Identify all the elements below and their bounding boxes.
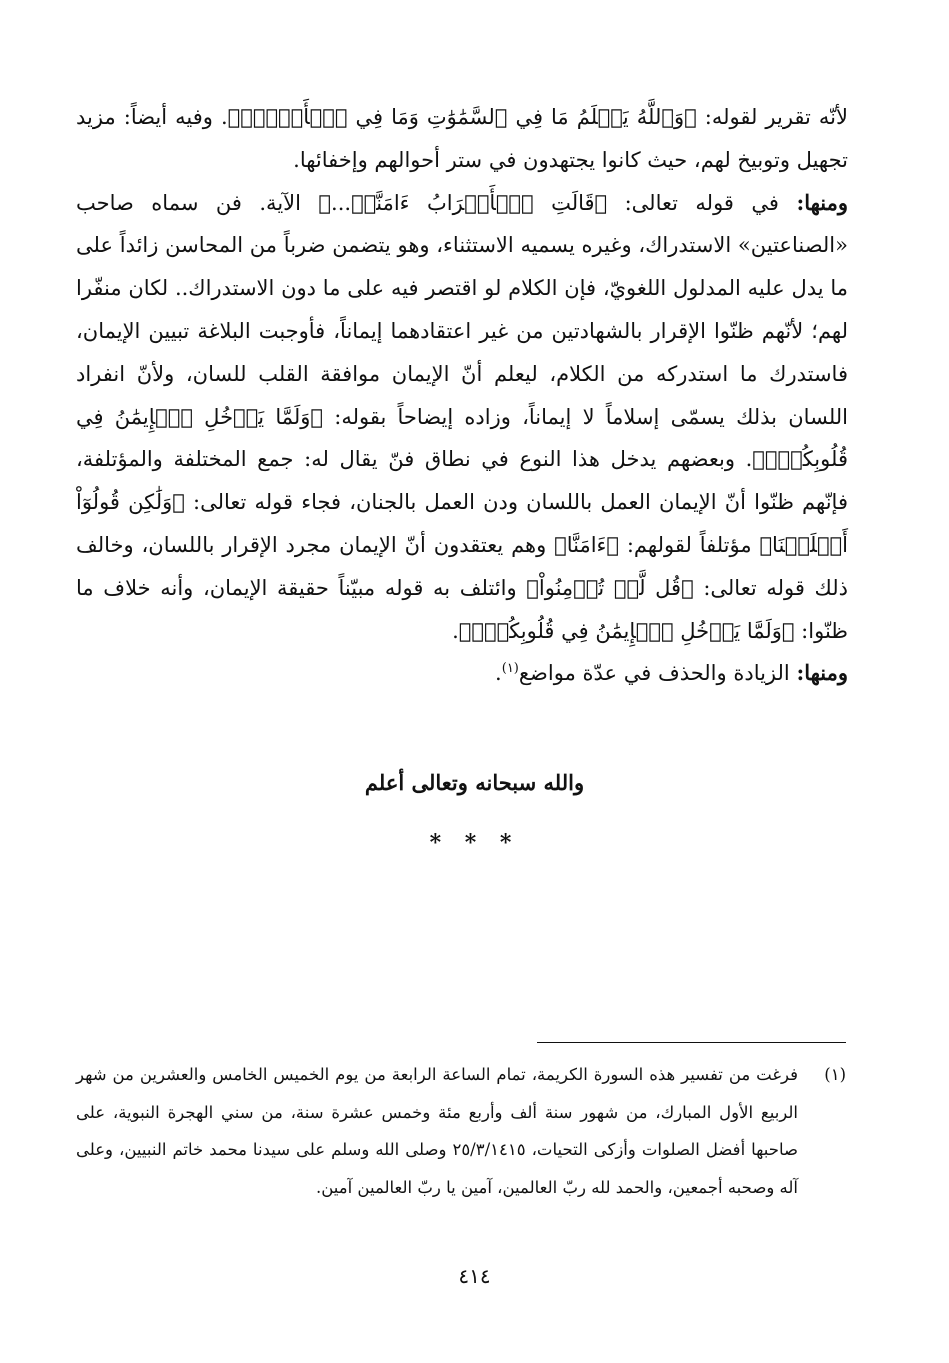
paragraph-3-end: . — [495, 661, 502, 686]
paragraph-2-lead: ومنها: — [796, 189, 848, 215]
paragraph-2-text: في قوله تعالى: ﴿قَالَتِ ٱلۡأَعۡرَابُ ءَامَنَّاۖ...﴾ الآية. فن سماه صاحب «الصناعتين» الاستدراك، وغيره يسميه الاستثناء، وهو يتضمن ضرباً من المحاسن زائداً على ما يدل عليه المدلول اللغويّ، فإن الكلام لو اقتصر فيه على ما دون الاستدراك.. لكان منفّرا لهم؛ لأنّهم ظنّوا الإقرار بالشهادتين من غير اعتقادهما إيماناً، فأوجبت البلاغة تبيين الإيمان، فاستدرك ما استدركه من الكلام، ليعلم أنّ الإيمان موافقة القلب للسان، ولأنّ انفراد اللسان بذلك يسمّى إسلاماً لا إيماناً، وزاده إيضاحاً بقوله: ﴿وَلَمَّا يَدۡخُلِ ٱلۡإِيمَٰنُ فِي قُلُوبِكُمۡۖ﴾. وبعضهم يدخل هذا النوع في نطاق فنّ يقال له: جمع المختلفة والمؤتلفة، فإنّهم ظنّوا أنّ الإيمان العمل باللسان ودن العمل بالجنان، فجاء قوله تعالى: ﴿وَلَٰكِن قُولُوٓاْ أَسۡلَمۡنَا﴾ مؤتلفاً لقولهم: ﴿ءَامَنَّا﴾ وهم يعتقدون أنّ الإيمان مجرد الإقرار باللسان، وخالف ذلك قوله تعالى: ﴿قُل لَّمۡ تُؤۡمِنُواْ﴾ وائتلف به قوله مبيّناً حقيقة الإيمان، وأنه خلاف ما ظنّوا: ﴿وَلَمَّا يَدۡخُلِ ٱلۡإِيمَٰنُ فِي قُلُوبِكُمۡۖ﴾. — [76, 190, 848, 643]
footnote — [76, 1056, 846, 1206]
paragraph-3-lead: ومنها: — [796, 660, 848, 686]
paragraph-2 — [76, 182, 848, 653]
footnote-divider — [537, 1042, 846, 1043]
footnote-reference: (١) — [501, 661, 519, 677]
paragraph-1: لأنّه تقرير لقوله: ﴿وَٱللَّهُ يَعۡلَمُ مَا فِي ٱلسَّمَٰوَٰتِ وَمَا فِي ٱلۡأَرۡضِۚ﴾. وفيه أيضاً: مزيد تجهيل وتوبيخ لهم، حيث كانوا يجتهدون في ستر أحوالهم وإخفائها. — [76, 105, 848, 172]
footnote-number: (١) — [824, 1065, 846, 1084]
paragraph-3 — [76, 652, 848, 695]
paragraph-3-text: الزيادة والحذف في عدّة مواضع — [518, 661, 797, 686]
closing-line: والله سبحانه وتعالى أعلم — [364, 770, 585, 795]
main-text — [76, 96, 848, 695]
section-separator: * * * — [429, 830, 520, 856]
page-number: ٤١٤ — [458, 1264, 491, 1288]
footnote-text: فرغت من تفسير هذه السورة الكريمة، تمام الساعة الرابعة من يوم الخميس الخامس والعشرين من شهر الربيع الأول المبارك، من شهور سنة ألف وأربع مئة وخمس عشرة سنة، من سني الهجرة النبوية، على صاحبها أفضل الصلوات وأزكى التحيات، ٢٥/٣/١٤١٥ وصلى الله وسلم على سيدنا محمد خاتم النبيين، وعلى آله وصحبه أجمعين، والحمد لله ربّ العالمين، آمين يا ربّ العالمين آمين. — [76, 1065, 799, 1197]
